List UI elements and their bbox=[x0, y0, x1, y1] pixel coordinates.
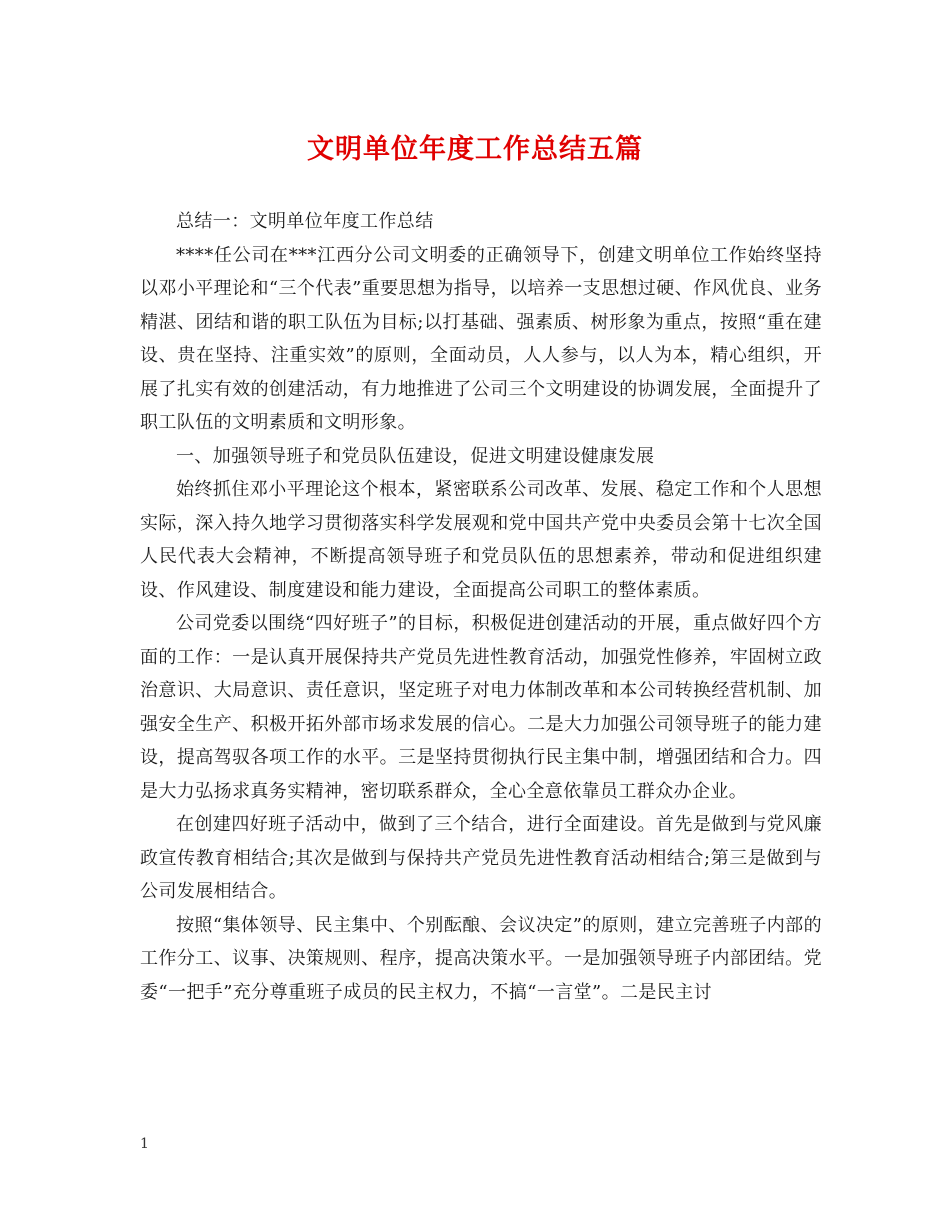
body-paragraph: 公司党委以围绕“四好班子”的目标，积极促进创建活动的开展，重点做好四个方面的工作：一是认真开展保持共产党员先进性教育活动，加强党性修养，牢固树立政治意识、大局意识、责任意识，坚定班子对电力体制改革和本公司转换经营机制、加强安全生产、积极开拓外部市场求发展的信心。二是大力加强公司领导班子的能力建设，提高驾驭各项工作的水平。三是坚持贯彻执行民主集中制，增强团结和合力。四是大力弘扬求真务实精神，密切联系群众，全心全意依靠员工群众办企业。 bbox=[140, 613, 822, 802]
body-paragraph: 在创建四好班子活动中，做到了三个结合，进行全面建设。首先是做到与党风廉政宣传教育相结合;其次是做到与保持共产党员先进性教育活动相结合;第三是做到与公司发展相结合。 bbox=[140, 814, 822, 902]
document-title: 文明单位年度工作总结五篇 bbox=[307, 134, 643, 165]
body-paragraph: ****任公司在***江西分公司文明委的正确领导下，创建文明单位工作始终坚持以邓小平理论和“三个代表”重要思想为指导，以培养一支思想过硬、作风优良、业务精湛、团结和谐的职工队伍为目标;以打基础、强素质、树形象为重点，按照“重在建设、贵在坚持、注重实效”的原则，全面动员，人人参与，以人为本，精心组织，开展了扎实有效的创建活动，有力地推进了公司三个文明建设的协调发展，全面提升了职工队伍的文明素质和文明形象。 bbox=[140, 244, 822, 433]
page-number: 1 bbox=[140, 1136, 149, 1152]
subsection-heading: 一、加强领导班子和党员队伍建设，促进文明建设健康发展 bbox=[176, 445, 655, 467]
body-paragraph: 始终抓住邓小平理论这个根本，紧密联系公司改革、发展、稳定工作和个人思想实际，深入持久地学习贯彻落实科学发展观和党中国共产党中央委员会第十七次全国人民代表大会精神，不断提高领导班子和党员队伍的思想素养，带动和促进组织建设、作风建设、制度建设和能力建设，全面提高公司职工的整体素质。 bbox=[140, 479, 822, 601]
body-paragraph: 按照“集体领导、民主集中、个别酝酿、会议决定”的原则，建立完善班子内部的工作分工、议事、决策规则、程序，提高决策水平。一是加强领导班子内部团结。党委“一把手”充分尊重班子成员的民主权力，不搞“一言堂”。二是民主讨 bbox=[140, 914, 822, 1003]
document-body bbox=[140, 205, 822, 1009]
section-heading: 总结一：文明单位年度工作总结 bbox=[176, 211, 434, 232]
